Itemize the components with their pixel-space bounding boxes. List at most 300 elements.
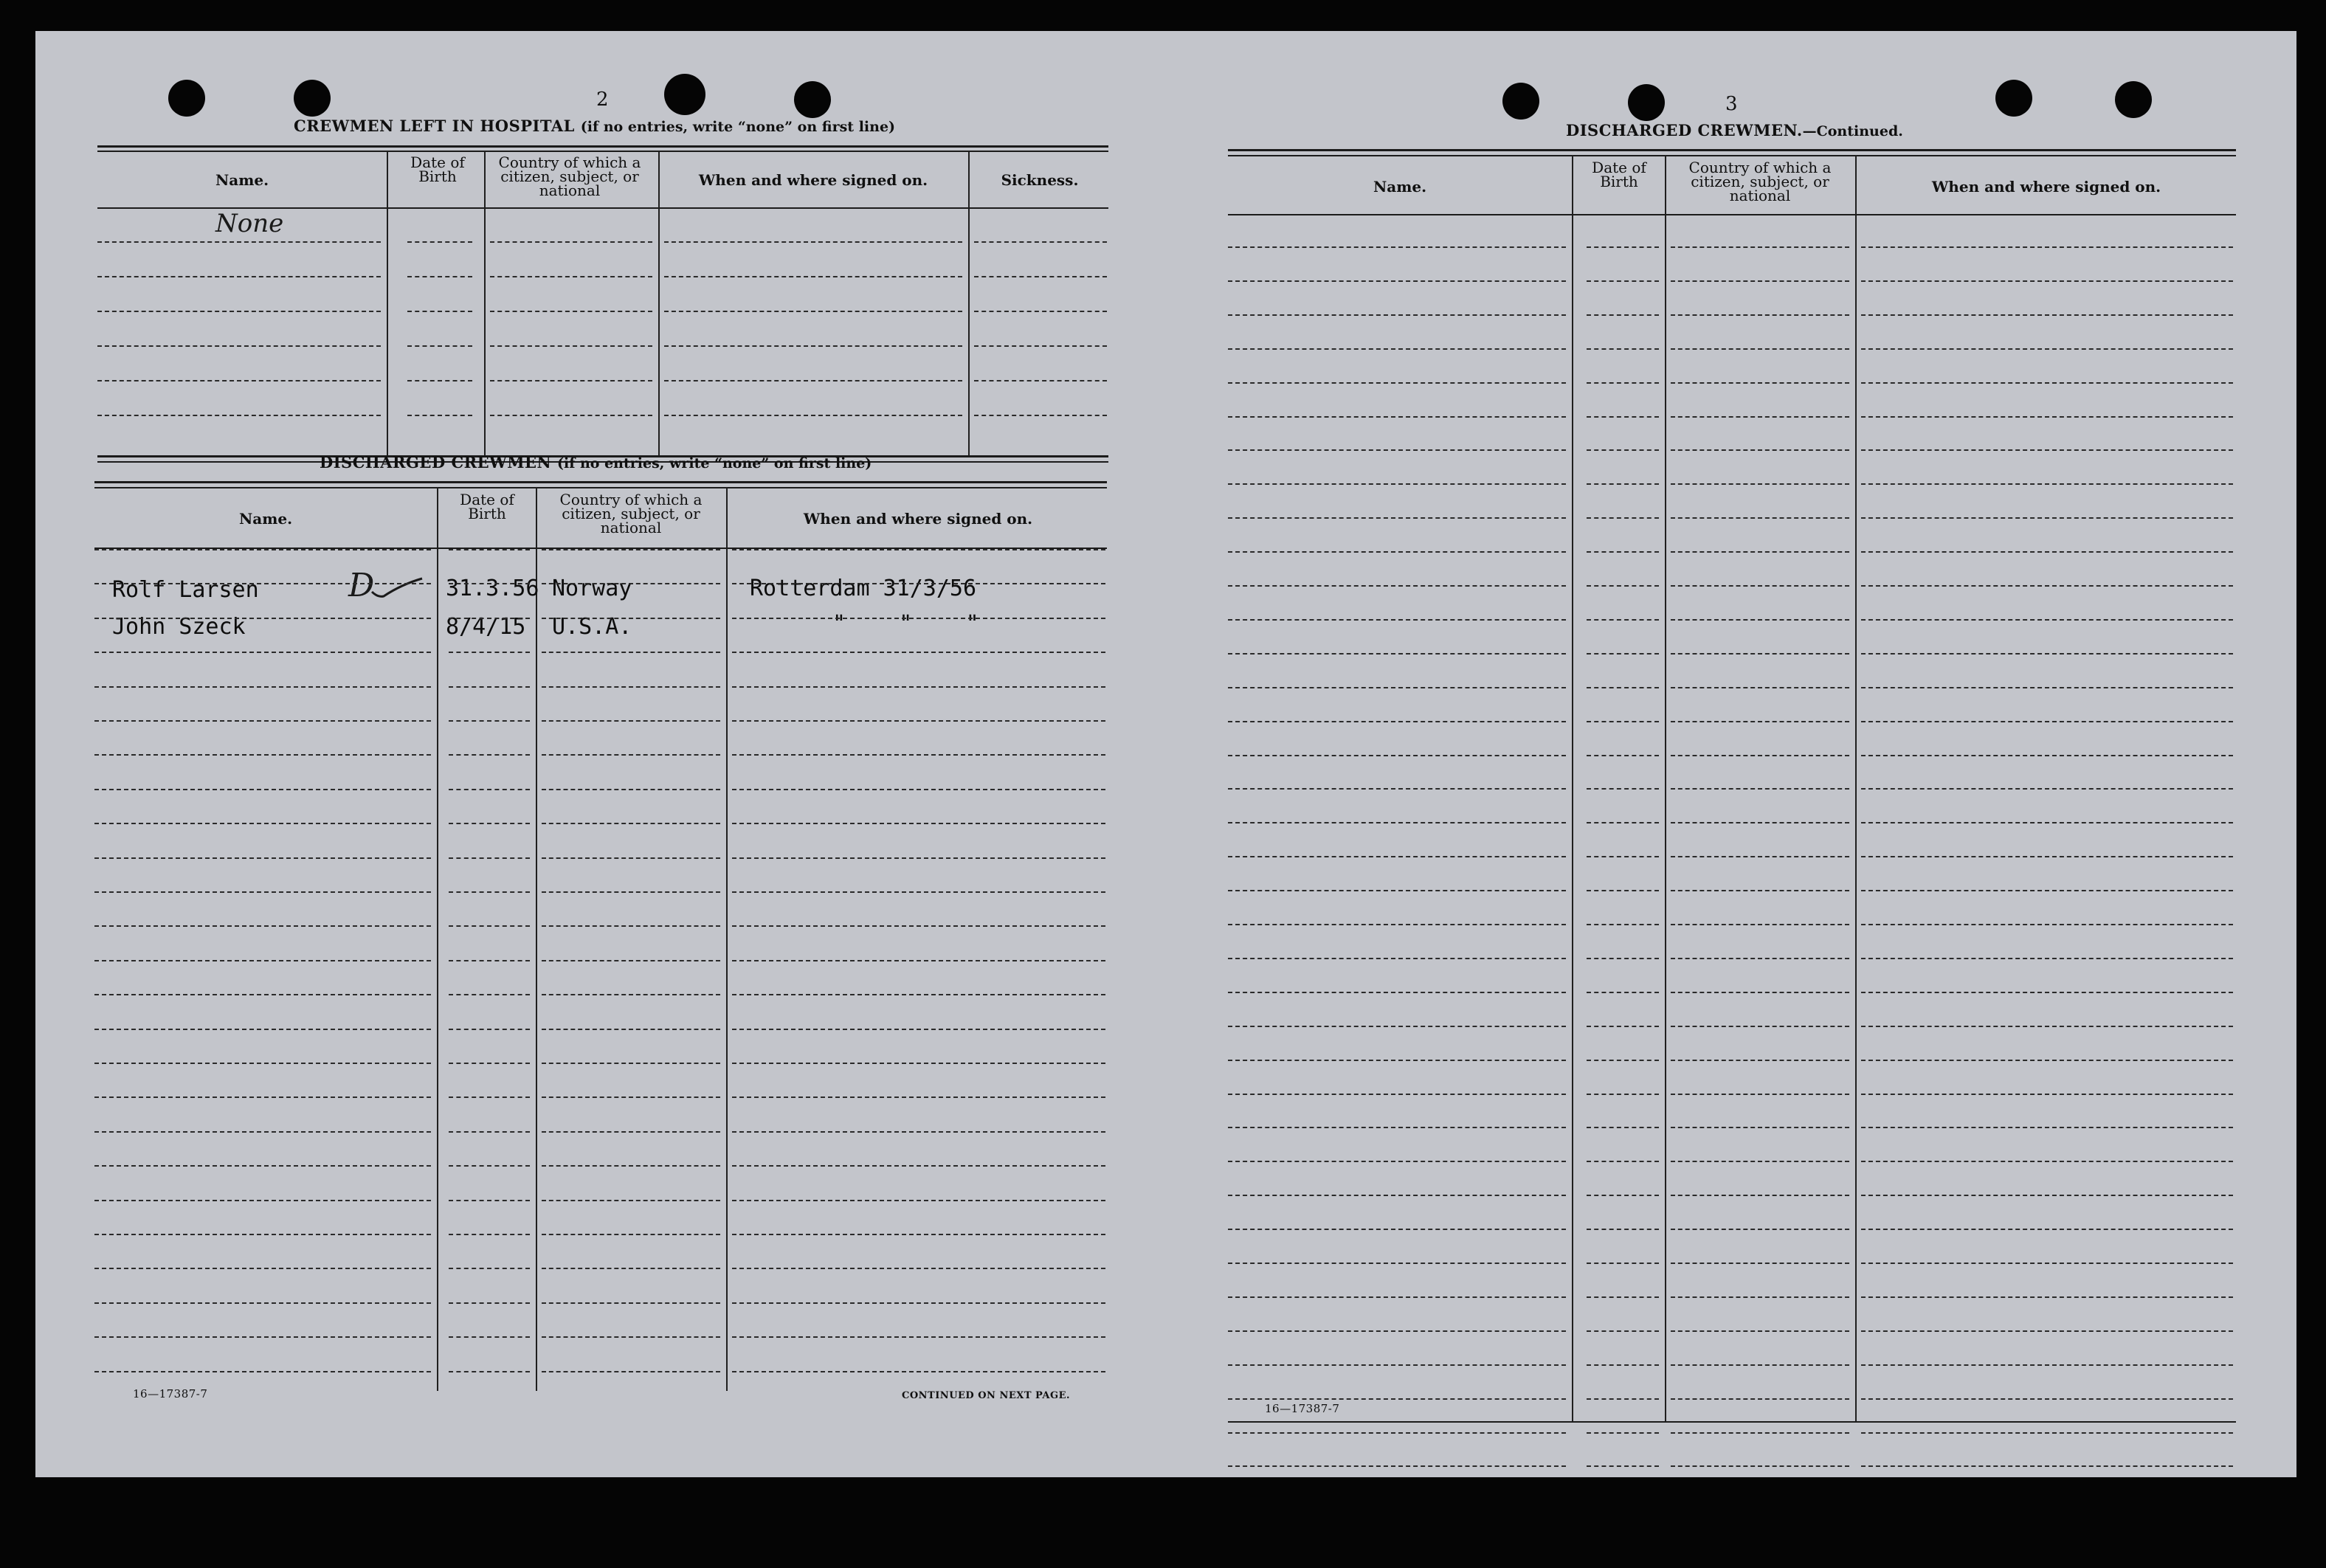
ruled-line	[1861, 1465, 2233, 1467]
punch-hole	[1995, 80, 2032, 117]
ruled-line	[407, 380, 472, 381]
ruled-line	[1228, 1263, 1566, 1264]
ruled-line	[1587, 1432, 1659, 1434]
ruled-line	[1587, 1398, 1659, 1400]
ruled-line	[1228, 280, 1566, 282]
ruled-line	[94, 1302, 431, 1304]
ruled-line	[732, 1165, 1105, 1167]
ruled-line	[1671, 585, 1849, 587]
ruled-line	[1861, 958, 2233, 959]
discharged-heading-title: DISCHARGED CREWMEN	[320, 453, 552, 472]
crew-country: Norway	[552, 576, 632, 601]
ruled-line	[1587, 551, 1659, 553]
punch-hole	[1502, 83, 1539, 120]
ruled-line	[542, 583, 720, 584]
ruled-line	[1671, 517, 1849, 519]
ruled-line	[542, 1063, 720, 1064]
ruled-line	[1861, 551, 2233, 553]
ruled-line	[1228, 653, 1566, 655]
ruled-line	[542, 789, 720, 790]
ruled-line	[1861, 382, 2233, 384]
crew-signed-on: Rotterdam 31/3/56	[750, 576, 977, 601]
ruled-line	[732, 1029, 1105, 1030]
column-divider	[726, 487, 728, 1391]
ruled-line	[1587, 1195, 1659, 1196]
ruled-line	[1587, 1263, 1659, 1264]
ruled-line	[449, 789, 530, 790]
ruled-line	[732, 1302, 1105, 1304]
ruled-line	[542, 652, 720, 653]
ruled-line	[1228, 890, 1566, 891]
ruled-line	[1671, 755, 1849, 756]
ruled-line	[449, 1096, 530, 1098]
ruled-line	[94, 583, 431, 584]
ruled-line	[1228, 1026, 1566, 1027]
ruled-line	[542, 686, 720, 688]
ruled-line	[1671, 314, 1849, 316]
ruled-line	[1671, 1296, 1849, 1298]
ruled-line	[1228, 992, 1566, 993]
column-header-name: Name.	[1373, 178, 1427, 196]
ruled-line	[97, 276, 381, 277]
ruled-line	[1228, 1195, 1566, 1196]
ruled-line	[449, 1302, 530, 1304]
ruled-line	[1861, 856, 2233, 857]
table-bottom-rule	[1228, 1421, 2236, 1423]
ruled-line	[1228, 416, 1566, 418]
ruled-line	[97, 311, 381, 312]
ruled-line	[1587, 382, 1659, 384]
hospital-heading-note: (if no entries, write “none” on first line)	[580, 119, 896, 135]
ruled-line	[97, 241, 381, 243]
ruled-line	[1587, 822, 1659, 823]
ruled-line	[1861, 1364, 2233, 1366]
ruled-line	[1228, 1330, 1566, 1332]
ruled-line	[1861, 517, 2233, 519]
ruled-line	[974, 380, 1107, 381]
ruled-line	[94, 652, 431, 653]
ruled-line	[1587, 517, 1659, 519]
ruled-line	[1861, 483, 2233, 485]
ruled-line	[974, 415, 1107, 416]
page-number: 3	[1725, 93, 1738, 115]
ruled-line	[449, 925, 530, 927]
ruled-line	[449, 1131, 530, 1133]
punch-hole	[1628, 84, 1665, 121]
ruled-line	[664, 415, 962, 416]
ruled-line	[664, 380, 962, 381]
ruled-line	[94, 1165, 431, 1167]
hospital-heading	[294, 117, 895, 135]
ruled-line	[542, 1302, 720, 1304]
ruled-line	[974, 345, 1107, 347]
ruled-line	[1671, 1229, 1849, 1230]
ruled-line	[732, 618, 1105, 619]
ruled-line	[1587, 788, 1659, 790]
ruled-line	[1587, 619, 1659, 621]
ruled-line	[1228, 449, 1566, 451]
discharged-continued-title: DISCHARGED CREWMEN.	[1566, 121, 1803, 139]
ruled-line	[1587, 416, 1659, 418]
column-divider	[1855, 155, 1857, 1421]
ruled-line	[94, 823, 431, 824]
ruled-line	[1587, 1094, 1659, 1095]
ruled-line	[1861, 822, 2233, 823]
ruled-line	[1671, 483, 1849, 485]
ruled-line	[449, 1234, 530, 1235]
ruled-line	[449, 583, 530, 584]
column-header-dob: Date of Birth	[1592, 159, 1646, 190]
ruled-line	[97, 380, 381, 381]
ruled-line	[1228, 1229, 1566, 1230]
ruled-line	[449, 549, 530, 550]
ruled-line	[1587, 992, 1659, 993]
punch-hole	[664, 74, 705, 115]
ruled-line	[1671, 1161, 1849, 1162]
discharged-continued-heading	[1566, 121, 1903, 139]
ruled-line	[732, 925, 1105, 927]
ruled-line	[732, 1268, 1105, 1269]
ruled-line	[1861, 653, 2233, 655]
ruled-line	[449, 857, 530, 859]
column-divider	[1572, 155, 1573, 1421]
ruled-line	[1587, 1127, 1659, 1128]
ruled-line	[1671, 958, 1849, 959]
ruled-line	[94, 994, 431, 995]
ruled-line	[1587, 1330, 1659, 1332]
column-divider	[437, 487, 438, 1391]
ruled-line	[1671, 619, 1849, 621]
ruled-line	[1671, 416, 1849, 418]
ruled-line	[1671, 992, 1849, 993]
ruled-line	[1671, 687, 1849, 688]
ruled-line	[1671, 924, 1849, 925]
ruled-line	[732, 1234, 1105, 1235]
ruled-line	[490, 276, 652, 277]
ruled-line	[94, 1029, 431, 1030]
ruled-line	[449, 1029, 530, 1030]
ruled-line	[1671, 1026, 1849, 1027]
ruled-line	[1861, 314, 2233, 316]
ruled-line	[1587, 1161, 1659, 1162]
crew-name: Rolf Larsen	[112, 577, 259, 603]
ruled-line	[1861, 992, 2233, 993]
ruled-line	[1228, 314, 1566, 316]
ruled-line	[449, 618, 530, 619]
ruled-line	[1671, 822, 1849, 823]
ruled-line	[1861, 721, 2233, 722]
ruled-line	[1587, 1296, 1659, 1298]
crew-country: U.S.A.	[552, 614, 632, 640]
handwritten-none-entry: None	[215, 209, 284, 238]
ruled-line	[97, 345, 381, 347]
column-divider	[968, 151, 970, 455]
ruled-line	[732, 583, 1105, 584]
ruled-line	[1671, 280, 1849, 282]
ruled-line	[1587, 890, 1659, 891]
ruled-line	[1671, 348, 1849, 350]
ruled-line	[1861, 1296, 2233, 1298]
ruled-line	[1228, 1465, 1566, 1467]
ruled-line	[1671, 1398, 1849, 1400]
ruled-line	[542, 891, 720, 893]
ruled-line	[1861, 687, 2233, 688]
column-divider	[1665, 155, 1666, 1421]
ruled-line	[732, 652, 1105, 653]
ruled-line	[1587, 721, 1659, 722]
ruled-line	[97, 415, 381, 416]
ruled-line	[1228, 483, 1566, 485]
hospital-heading-title: CREWMEN LEFT IN HOSPITAL	[294, 117, 575, 135]
ruled-line	[1861, 348, 2233, 350]
punch-hole	[294, 80, 331, 117]
ruled-line	[1671, 1432, 1849, 1434]
ruled-line	[94, 1336, 431, 1338]
ruled-line	[1587, 958, 1659, 959]
ruled-line	[732, 891, 1105, 893]
ruled-line	[1587, 1026, 1659, 1027]
page-number: 2	[596, 89, 609, 111]
column-header-dob: Date of Birth	[460, 491, 514, 522]
ruled-line	[732, 823, 1105, 824]
ruled-line	[1587, 1364, 1659, 1366]
ruled-line	[1861, 619, 2233, 621]
ruled-line	[732, 1063, 1105, 1064]
ruled-line	[542, 823, 720, 824]
ruled-line	[1228, 721, 1566, 722]
form-sheet	[35, 31, 2296, 1477]
ruled-line	[1861, 755, 2233, 756]
ruled-line	[94, 960, 431, 961]
ruled-line	[1587, 246, 1659, 248]
crew-dob: 8/4/15	[446, 614, 526, 640]
ruled-line	[542, 925, 720, 927]
ruled-line	[1228, 619, 1566, 621]
crew-name: John Szeck	[112, 614, 246, 640]
ruled-line	[1228, 755, 1566, 756]
ruled-line	[1228, 1094, 1566, 1095]
ruled-line	[449, 891, 530, 893]
ruled-line	[542, 618, 720, 619]
ruled-line	[1228, 856, 1566, 857]
punch-hole	[2115, 81, 2152, 118]
ruled-line	[94, 618, 431, 619]
ruled-line	[94, 1200, 431, 1201]
ruled-line	[1228, 1398, 1566, 1400]
ruled-line	[1228, 246, 1566, 248]
ruled-line	[1861, 280, 2233, 282]
ruled-line	[1861, 1432, 2233, 1434]
ruled-line	[1228, 382, 1566, 384]
column-header-signed: When and where signed on.	[698, 171, 928, 189]
ruled-line	[94, 789, 431, 790]
ruled-line	[542, 1096, 720, 1098]
header-rule	[1228, 214, 2236, 215]
ruled-line	[732, 1200, 1105, 1201]
ruled-line	[664, 311, 962, 312]
ruled-line	[542, 1234, 720, 1235]
ruled-line	[94, 891, 431, 893]
ruled-line	[1671, 856, 1849, 857]
ruled-line	[1587, 687, 1659, 688]
ruled-line	[1861, 585, 2233, 587]
ruled-line	[449, 1200, 530, 1201]
ruled-line	[542, 960, 720, 961]
ruled-line	[1671, 246, 1849, 248]
ruled-line	[1228, 348, 1566, 350]
ruled-line	[974, 241, 1107, 243]
ruled-line	[1228, 788, 1566, 790]
column-divider	[484, 151, 486, 455]
ruled-line	[490, 241, 652, 243]
ruled-line	[94, 1268, 431, 1269]
ruled-line	[1587, 1465, 1659, 1467]
ruled-line	[1228, 517, 1566, 519]
ruled-line	[1228, 1364, 1566, 1366]
ruled-line	[542, 549, 720, 550]
column-header-sickness: Sickness.	[1001, 171, 1079, 189]
ruled-line	[542, 754, 720, 756]
ruled-line	[490, 311, 652, 312]
ruled-line	[490, 380, 652, 381]
ruled-line	[1861, 1398, 2233, 1400]
ruled-line	[449, 754, 530, 756]
ruled-line	[1587, 585, 1659, 587]
ruled-line	[1861, 1161, 2233, 1162]
table-top-rule	[1228, 155, 2236, 156]
ruled-line	[1228, 687, 1566, 688]
ruled-line	[449, 994, 530, 995]
ruled-line	[1587, 280, 1659, 282]
ruled-line	[664, 345, 962, 347]
ruled-line	[94, 549, 431, 550]
ruled-line	[1671, 1263, 1849, 1264]
table-top-rule	[94, 481, 1107, 483]
discharged-heading-note: (if no entries, write “none” on first line)	[556, 455, 872, 472]
ruled-line	[732, 994, 1105, 995]
form-number: 16—17387-7	[1265, 1402, 1340, 1415]
ruled-line	[664, 241, 962, 243]
ruled-line	[449, 686, 530, 688]
ruled-line	[1861, 1263, 2233, 1264]
ruled-line	[1228, 585, 1566, 587]
ruled-line	[542, 720, 720, 722]
ruled-line	[1587, 449, 1659, 451]
ruled-line	[1228, 1432, 1566, 1434]
ruled-line	[449, 1165, 530, 1167]
form-number: 16—17387-7	[133, 1387, 208, 1401]
ruled-line	[94, 1096, 431, 1098]
ruled-line	[1671, 653, 1849, 655]
ruled-line	[542, 857, 720, 859]
ruled-line	[1587, 856, 1659, 857]
ruled-line	[732, 686, 1105, 688]
column-header-name: Name.	[238, 510, 293, 528]
ruled-line	[1228, 924, 1566, 925]
ruled-line	[407, 415, 472, 416]
ruled-line	[407, 241, 472, 243]
table-top-rule	[97, 151, 1108, 152]
checkmark-icon	[369, 574, 425, 604]
ruled-line	[1861, 1330, 2233, 1332]
ruled-line	[449, 960, 530, 961]
ruled-line	[1861, 449, 2233, 451]
column-divider	[658, 151, 660, 455]
ruled-line	[1228, 1161, 1566, 1162]
ruled-line	[1671, 1195, 1849, 1196]
ruled-line	[732, 720, 1105, 722]
column-header-name: Name.	[215, 171, 269, 189]
ruled-line	[449, 1268, 530, 1269]
ruled-line	[732, 789, 1105, 790]
ruled-line	[94, 1131, 431, 1133]
ruled-line	[94, 1371, 431, 1372]
ruled-line	[1671, 788, 1849, 790]
ruled-line	[1587, 1229, 1659, 1230]
table-top-rule	[97, 145, 1108, 148]
ruled-line	[449, 823, 530, 824]
ruled-line	[1671, 382, 1849, 384]
ruled-line	[542, 1029, 720, 1030]
ruled-line	[732, 960, 1105, 961]
ruled-line	[1861, 924, 2233, 925]
ruled-line	[1671, 1364, 1849, 1366]
ruled-line	[1671, 1060, 1849, 1061]
ruled-line	[1587, 653, 1659, 655]
ruled-line	[664, 276, 962, 277]
ruled-line	[732, 857, 1105, 859]
column-header-country: Country of which a citizen, subject, or national	[498, 153, 641, 199]
table-top-rule	[1228, 149, 2236, 151]
ruled-line	[407, 311, 472, 312]
ruled-line	[1671, 449, 1849, 451]
ruled-line	[732, 1131, 1105, 1133]
ruled-line	[1587, 483, 1659, 485]
ruled-line	[1861, 1229, 2233, 1230]
discharged-heading	[320, 453, 872, 472]
punch-hole	[168, 80, 205, 117]
ruled-line	[1861, 246, 2233, 248]
crew-dob: 31.3.56	[446, 576, 539, 601]
ruled-line	[974, 311, 1107, 312]
ruled-line	[94, 1234, 431, 1235]
column-header-signed: When and where signed on.	[1931, 178, 2161, 196]
ruled-line	[94, 1063, 431, 1064]
ruled-line	[1861, 1195, 2233, 1196]
ruled-line	[1587, 1060, 1659, 1061]
ruled-line	[1671, 1330, 1849, 1332]
ruled-line	[1861, 788, 2233, 790]
ruled-line	[407, 345, 472, 347]
ruled-line	[732, 549, 1105, 550]
ruled-line	[449, 652, 530, 653]
ruled-line	[94, 686, 431, 688]
ruled-line	[449, 1063, 530, 1064]
ruled-line	[974, 276, 1107, 277]
ruled-line	[1228, 551, 1566, 553]
column-header-country: Country of which a citizen, subject, or national	[1688, 159, 1832, 204]
ruled-line	[407, 276, 472, 277]
ruled-line	[1861, 890, 2233, 891]
ruled-line	[1671, 551, 1849, 553]
hospital-table	[97, 145, 1108, 459]
ruled-line	[542, 1268, 720, 1269]
ruled-line	[1587, 924, 1659, 925]
ruled-line	[732, 1336, 1105, 1338]
ruled-line	[94, 720, 431, 722]
ruled-line	[1861, 1060, 2233, 1061]
ruled-line	[732, 1096, 1105, 1098]
